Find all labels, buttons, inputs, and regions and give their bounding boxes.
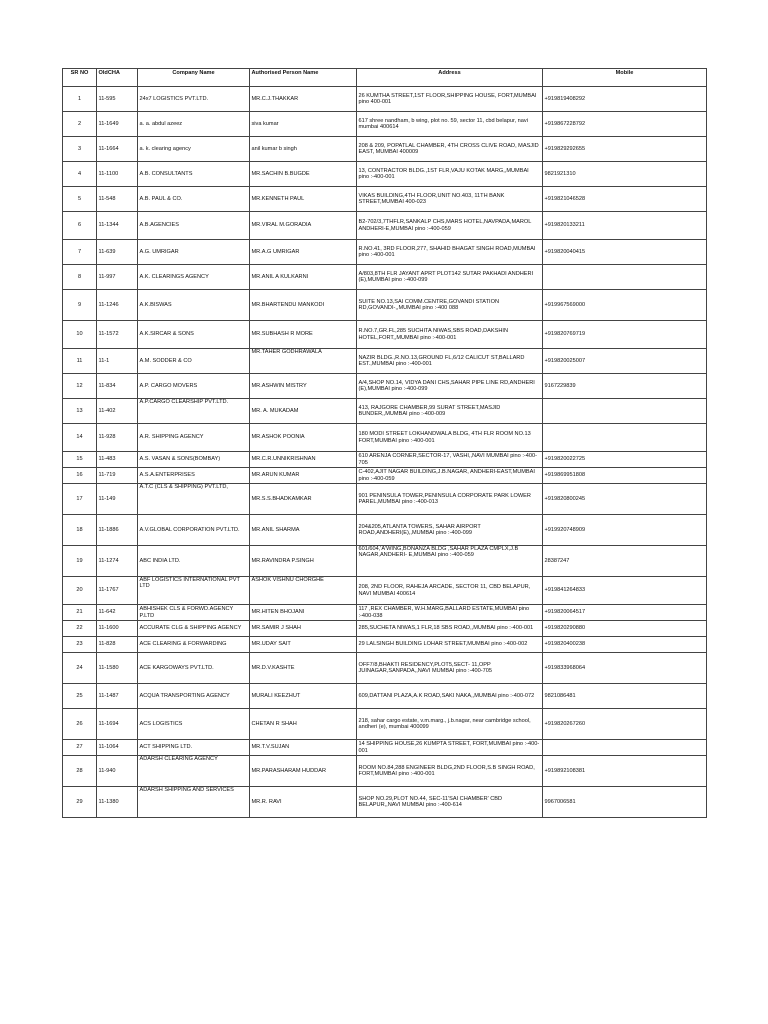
- cell-sr-no: 4: [63, 162, 97, 187]
- table-row: [63, 290, 707, 321]
- cell-old-cha: 11-1694: [97, 709, 138, 740]
- cell-mobile: +919820133211: [543, 212, 707, 240]
- cell-old-cha: 11-828: [97, 637, 138, 653]
- header-company-name: Company Name: [138, 69, 250, 87]
- cell-address: A/4,SHOP NO.14, VIDYA DANI CHS,SAHAR PIPE LINE RD,ANDHERI (E),MUMBAI pino :-400-099: [357, 374, 543, 399]
- cell-authorised-person: MR.C.J.THAKKAR: [250, 87, 357, 112]
- cell-company-name: a. k. clearing agency: [138, 137, 250, 162]
- cell-sr-no: 25: [63, 684, 97, 709]
- table-row: [63, 137, 707, 162]
- cell-sr-no: 27: [63, 740, 97, 756]
- cell-address: R.NO.7,GR.FL,285 SUCHITA NIWAS,SBS ROAD,DAKSHIN HOTEL,FORT,,MUMBAI pino :-400-001: [357, 321, 543, 349]
- cell-authorised-person: MR.PARASHARAM HUDDAR: [250, 756, 357, 787]
- cell-sr-no: 1: [63, 87, 97, 112]
- cell-address: 610 ARENJA CORNER,SECTOR-17, VASHI,,NAVI MUMBAI pino :-400-705: [357, 452, 543, 468]
- cell-mobile: +919841264833: [543, 577, 707, 605]
- cell-authorised-person: MR.SUBHASH R MORE: [250, 321, 357, 349]
- cell-company-name: a. a. abdul azeez: [138, 112, 250, 137]
- header-old-cha: OldCHA: [97, 69, 138, 87]
- cell-authorised-person: MR.HITEN BHOJANI: [250, 605, 357, 621]
- cell-mobile: +919920748909: [543, 515, 707, 546]
- cell-company-name: A.V.GLOBAL CORPORATION PVT.LTD.: [138, 515, 250, 546]
- cell-address: 901 PENINSULA TOWER,PENINSULA CORPORATE PARK LOWER PAREL,MUMBAI pino :-400-013: [357, 484, 543, 515]
- cell-company-name: A.R. SHIPPING AGENCY: [138, 424, 250, 452]
- cell-mobile: +919833968064: [543, 653, 707, 684]
- cell-company-name: ABF LOGISTICS INTERNATIONAL PVT LTD: [138, 577, 250, 605]
- table-row: [63, 756, 707, 787]
- cell-mobile: 9967006581: [543, 787, 707, 818]
- table-row: [63, 452, 707, 468]
- table-row: [63, 240, 707, 265]
- cell-address: C-402,AJIT NAGAR BUILDING,J.B.NAGAR, ANDHERI-EAST,MUMBAI pino :-400-059: [357, 468, 543, 484]
- table-row: [63, 349, 707, 374]
- cell-authorised-person: anil kumar b singh: [250, 137, 357, 162]
- cell-old-cha: 11-1767: [97, 577, 138, 605]
- cell-address: B2-702/3,7THFLR,SANKALP CHS,MARS HOTEL,NAVPADA,MAROL ANDHERI-E,MUMBAI pino :-400-059: [357, 212, 543, 240]
- cell-authorised-person: MR.ARUN KUMAR: [250, 468, 357, 484]
- cell-old-cha: 11-1649: [97, 112, 138, 137]
- table-row: [63, 709, 707, 740]
- cell-authorised-person: MR.D.V.KASHTE: [250, 653, 357, 684]
- cell-company-name: A.B.AGENCIES: [138, 212, 250, 240]
- cell-sr-no: 17: [63, 484, 97, 515]
- cell-authorised-person: MURALI KEEZHUT: [250, 684, 357, 709]
- cell-authorised-person: MR.KENNETH PAUL: [250, 187, 357, 212]
- table-row: [63, 468, 707, 484]
- cell-old-cha: 11-1: [97, 349, 138, 374]
- cell-authorised-person: MR.VIRAL M.GORADIA: [250, 212, 357, 240]
- cell-authorised-person: MR.SACHIN B.BUGDE: [250, 162, 357, 187]
- cell-mobile: [543, 399, 707, 424]
- cell-sr-no: 28: [63, 756, 97, 787]
- table-row: [63, 187, 707, 212]
- cell-authorised-person: MR.SAMIR J SHAH: [250, 621, 357, 637]
- cell-sr-no: 13: [63, 399, 97, 424]
- cell-address: 609,DATTANI PLAZA,A.K ROAD,SAKI NAKA,,MUMBAI pino :-400-072: [357, 684, 543, 709]
- table-row: [63, 787, 707, 818]
- cell-mobile: +919967569000: [543, 290, 707, 321]
- cell-sr-no: 7: [63, 240, 97, 265]
- cell-company-name: A.P. CARGO MOVERS: [138, 374, 250, 399]
- table-row: [63, 265, 707, 290]
- header-address: Address: [357, 69, 543, 87]
- cell-mobile: +919829292655: [543, 137, 707, 162]
- cell-old-cha: 11-1487: [97, 684, 138, 709]
- cell-old-cha: 11-642: [97, 605, 138, 621]
- cell-old-cha: 11-1572: [97, 321, 138, 349]
- table-row: [63, 374, 707, 399]
- cell-old-cha: 11-1664: [97, 137, 138, 162]
- cell-address: 13, CONTRACTOR BLDG.,1ST FLR,VAJU KOTAK MARG,,MUMBAI pino :-400-001: [357, 162, 543, 187]
- cell-mobile: +919867228792: [543, 112, 707, 137]
- cell-address: 218, sahar cargo estate, v.m.marg., j.b.nagar, near cambridge school, andheri (e), mumbai 400099: [357, 709, 543, 740]
- table-row: [63, 515, 707, 546]
- cell-old-cha: 11-1100: [97, 162, 138, 187]
- cell-sr-no: 21: [63, 605, 97, 621]
- table-row: [63, 112, 707, 137]
- cell-address: 285,SUCHETA NIWAS,1 FLR,18 SBS ROAD,,MUMBAI pino :-400-001: [357, 621, 543, 637]
- cell-company-name: ABC INDIA LTD.: [138, 546, 250, 577]
- cell-sr-no: 14: [63, 424, 97, 452]
- cell-company-name: 24x7 LOGISTICS PVT.LTD.: [138, 87, 250, 112]
- cell-old-cha: 11-548: [97, 187, 138, 212]
- cell-sr-no: 15: [63, 452, 97, 468]
- table-row: [63, 424, 707, 452]
- table-row: [63, 740, 707, 756]
- cell-sr-no: 19: [63, 546, 97, 577]
- cell-authorised-person: MR.ANIL SHARMA: [250, 515, 357, 546]
- cell-old-cha: 11-1580: [97, 653, 138, 684]
- cell-sr-no: 3: [63, 137, 97, 162]
- cell-mobile: +919820040415: [543, 240, 707, 265]
- cell-company-name: A.K. CLEARINGS AGENCY: [138, 265, 250, 290]
- cell-company-name: ADARSH SHIPPING AND SERVICES: [138, 787, 250, 818]
- cell-address: 29 LALSINGH BUILDING LOHAR STREET,MUMBAI pino :-400-002: [357, 637, 543, 653]
- table-row: [63, 212, 707, 240]
- cell-address: NAZIR BLDG.,R.NO.13,GROUND FL,6/12 CALICUT ST,BALLARD EST.,MUMBAI pino :-400-001: [357, 349, 543, 374]
- cell-authorised-person: MR.ASHWIN MISTRY: [250, 374, 357, 399]
- cell-sr-no: 9: [63, 290, 97, 321]
- cell-authorised-person: MR.ANIL A KULKARNI: [250, 265, 357, 290]
- cell-company-name: A.T.C (CLS & SHIPPING) PVT.LTD,: [138, 484, 250, 515]
- cell-sr-no: 18: [63, 515, 97, 546]
- cell-authorised-person: MR.UDAY SAIT: [250, 637, 357, 653]
- cell-company-name: A.M. SODDER & CO: [138, 349, 250, 374]
- cell-mobile: [543, 424, 707, 452]
- cell-address: 204&205,ATLANTA TOWERS, SAHAR AIRPORT ROAD,ANDHERI(E),,MUMBAI pino :-400-099: [357, 515, 543, 546]
- cell-authorised-person: MR.A.G UMRIGAR: [250, 240, 357, 265]
- cell-address: A/803,8TH FLR JAYANT APRT PLOT142 SUTAR PAKHADI ANDHERI (E),MUMBAI pino :-400-099: [357, 265, 543, 290]
- cell-old-cha: 11-595: [97, 87, 138, 112]
- cell-sr-no: 24: [63, 653, 97, 684]
- cell-old-cha: 11-1274: [97, 546, 138, 577]
- cell-mobile: +919820064517: [543, 605, 707, 621]
- cell-mobile: +919820769719: [543, 321, 707, 349]
- cell-sr-no: 22: [63, 621, 97, 637]
- cell-old-cha: 11-1344: [97, 212, 138, 240]
- cell-mobile: 28387247: [543, 546, 707, 577]
- cell-authorised-person: MR.ASHOK POONIA: [250, 424, 357, 452]
- cell-company-name: ACCURATE CLG & SHIPPING AGENCY: [138, 621, 250, 637]
- cell-authorised-person: ASHOK VISHNU CHORGHE: [250, 577, 357, 605]
- cell-old-cha: 11-483: [97, 452, 138, 468]
- cell-authorised-person: MR.R. RAVI: [250, 787, 357, 818]
- cell-company-name: ABHISHEK CLS & FORWD.AGENCY P.LTD: [138, 605, 250, 621]
- cell-company-name: A.K.BISWAS: [138, 290, 250, 321]
- cell-authorised-person: MR. A. MUKADAM: [250, 399, 357, 424]
- table-row: [63, 637, 707, 653]
- cell-mobile: 9167229839: [543, 374, 707, 399]
- cell-address: ROOM NO.84,288 ENGINEER BLDG,2ND FLOOR,S.B SINGH ROAD, FORT,MUMBAI pino :-400-001: [357, 756, 543, 787]
- cell-old-cha: 11-1246: [97, 290, 138, 321]
- cha-listing-table: [62, 68, 707, 818]
- cell-authorised-person: MR.S.S.BHADKAMKAR: [250, 484, 357, 515]
- cell-address: 208, 2ND FLOOR, RAHEJA ARCADE, SECTOR 11, CBD BELAPUR, NAVI MUMBAI 400614: [357, 577, 543, 605]
- cell-mobile: +919820025007: [543, 349, 707, 374]
- cell-address: SHOP NO.29,PLOT NO.44, SEC-11'SAI CHAMBER' CBD BELAPUR,,NAVI MUMBAI pino :-400-614: [357, 787, 543, 818]
- cell-company-name: A.B. PAUL & CO.: [138, 187, 250, 212]
- cell-mobile: 9821086481: [543, 684, 707, 709]
- cell-authorised-person: CHETAN R SHAH: [250, 709, 357, 740]
- cell-old-cha: 11-402: [97, 399, 138, 424]
- cell-company-name: ADARSH CLEARING AGENCY: [138, 756, 250, 787]
- cell-old-cha: 11-928: [97, 424, 138, 452]
- table-header-row: [63, 69, 707, 87]
- cell-old-cha: 11-1886: [97, 515, 138, 546]
- cell-sr-no: 8: [63, 265, 97, 290]
- cell-old-cha: 11-1600: [97, 621, 138, 637]
- cell-mobile: +919819408292: [543, 87, 707, 112]
- cell-address: SUITE NO.13,SAI COMM.CENTRE,GOVANDI STATION RD,GOVANDI-,,MUMBAI pino :-400 088: [357, 290, 543, 321]
- table-row: [63, 577, 707, 605]
- cell-sr-no: 26: [63, 709, 97, 740]
- cell-mobile: +919821046528: [543, 187, 707, 212]
- cell-sr-no: 6: [63, 212, 97, 240]
- cell-address: 601/604,'A'WING,BONANZA BLDG ,SAHAR PLAZA CMPLX,J.B NAGAR,ANDHERI- E,MUMBAI pino :-400-059: [357, 546, 543, 577]
- cell-sr-no: 23: [63, 637, 97, 653]
- cell-sr-no: 16: [63, 468, 97, 484]
- cell-old-cha: 11-719: [97, 468, 138, 484]
- table-row: [63, 484, 707, 515]
- cell-company-name: A.S.A.ENTERPRISES: [138, 468, 250, 484]
- cell-authorised-person: siva kumar: [250, 112, 357, 137]
- table-row: [63, 399, 707, 424]
- cell-mobile: +919820022725: [543, 452, 707, 468]
- cell-address: 208 & 209, POPATLAL CHAMBER, 4TH CROSS CLIVE ROAD, MASJID EAST, MUMBAI 400009: [357, 137, 543, 162]
- cell-company-name: A.K.SIRCAR & SONS: [138, 321, 250, 349]
- cell-old-cha: 11-149: [97, 484, 138, 515]
- cell-mobile: +919869951808: [543, 468, 707, 484]
- cell-address: 117 ,REX CHAMBER, W.H.MARG,BALLARD ESTATE,MUMBAI pino :-400-038: [357, 605, 543, 621]
- cell-mobile: +919820800245: [543, 484, 707, 515]
- cell-company-name: A.P.CARGO CLEARSHIP PVT.LTD.: [138, 399, 250, 424]
- cell-company-name: A.S. VASAN & SONS(BOMBAY): [138, 452, 250, 468]
- cell-authorised-person: MR.BHARTENDU MANKODI: [250, 290, 357, 321]
- table-row: [63, 546, 707, 577]
- cell-mobile: [543, 265, 707, 290]
- cell-mobile: +919892108381: [543, 756, 707, 787]
- cell-mobile: 9821921310: [543, 162, 707, 187]
- table-row: [63, 605, 707, 621]
- cell-mobile: +919820290880: [543, 621, 707, 637]
- cell-address: 26 KUMTHA STREET,1ST FLOOR,SHIPPING HOUSE, FORT,MUMBAI pino 400-001: [357, 87, 543, 112]
- cell-sr-no: 2: [63, 112, 97, 137]
- table-row: [63, 621, 707, 637]
- table-row: [63, 684, 707, 709]
- cell-address: VIKAS BUILDING,4TH FLOOR,UNIT NO.403, 11TH BANK STREET,MUMBAI 400-023: [357, 187, 543, 212]
- table-row: [63, 87, 707, 112]
- cell-old-cha: 11-1380: [97, 787, 138, 818]
- cell-sr-no: 5: [63, 187, 97, 212]
- cell-company-name: ACS LOGISTICS: [138, 709, 250, 740]
- cell-address: 617 shree nandham, b wing, plot no. 59, sector 11, cbd belapur, navi mumbai 400614: [357, 112, 543, 137]
- cell-company-name: ACE KARGOWAYS PVT.LTD.: [138, 653, 250, 684]
- cell-old-cha: 11-940: [97, 756, 138, 787]
- cell-mobile: [543, 740, 707, 756]
- table-row: [63, 653, 707, 684]
- cell-old-cha: 11-1064: [97, 740, 138, 756]
- table-row: [63, 321, 707, 349]
- cell-sr-no: 29: [63, 787, 97, 818]
- cell-sr-no: 11: [63, 349, 97, 374]
- table-row: [63, 162, 707, 187]
- cell-sr-no: 12: [63, 374, 97, 399]
- cell-address: 180 MODI STREET LOKHANDWALA BLDG, 4TH FLR ROOM NO.13 FORT,MUMBAI pino :-400-001: [357, 424, 543, 452]
- header-sr-no: SR NO: [63, 69, 97, 87]
- cell-company-name: ACQUA TRANSPORTING AGENCY: [138, 684, 250, 709]
- cell-authorised-person: MR.RAVINDRA P.SINGH: [250, 546, 357, 577]
- cell-address: 413, RAJGORE CHAMBER,99 SURAT STREET,MASJID BUNDER,,MUMBAI pino :-400-009: [357, 399, 543, 424]
- cell-old-cha: 11-834: [97, 374, 138, 399]
- cell-authorised-person: MR.TAHER GODHRAWALA: [250, 349, 357, 374]
- cell-address: 14 SHIPPING HOUSE,26 KUMPTA STREET, FORT,MUMBAI pino :-400-001: [357, 740, 543, 756]
- cell-company-name: ACT SHIPPING LTD.: [138, 740, 250, 756]
- header-mobile: Mobile: [543, 69, 707, 87]
- cell-company-name: A.B. CONSULTANTS: [138, 162, 250, 187]
- cell-authorised-person: MR.T.V.SUJAN: [250, 740, 357, 756]
- header-authorised-person: Authorised Person Name: [250, 69, 357, 87]
- cell-company-name: A.G. UMRIGAR: [138, 240, 250, 265]
- cell-sr-no: 20: [63, 577, 97, 605]
- cell-address: R.NO.41, 3RD FLOOR,277, SHAHID BHAGAT SINGH ROAD,MUMBAI pino :-400-001: [357, 240, 543, 265]
- cell-company-name: ACE CLEARING & FORWARDING: [138, 637, 250, 653]
- cell-authorised-person: MR.C.R.UNNIKRISHNAN: [250, 452, 357, 468]
- cell-mobile: +919820267260: [543, 709, 707, 740]
- cell-old-cha: 11-997: [97, 265, 138, 290]
- cell-old-cha: 11-639: [97, 240, 138, 265]
- cell-mobile: +919820400238: [543, 637, 707, 653]
- cell-address: OFF7/8,BHAKTI RESIDENCY,PLOT5,SECT- 11,OPP JUINAGAR,SANPADA,,NAVI MUMBAI pino :-400-705: [357, 653, 543, 684]
- cell-sr-no: 10: [63, 321, 97, 349]
